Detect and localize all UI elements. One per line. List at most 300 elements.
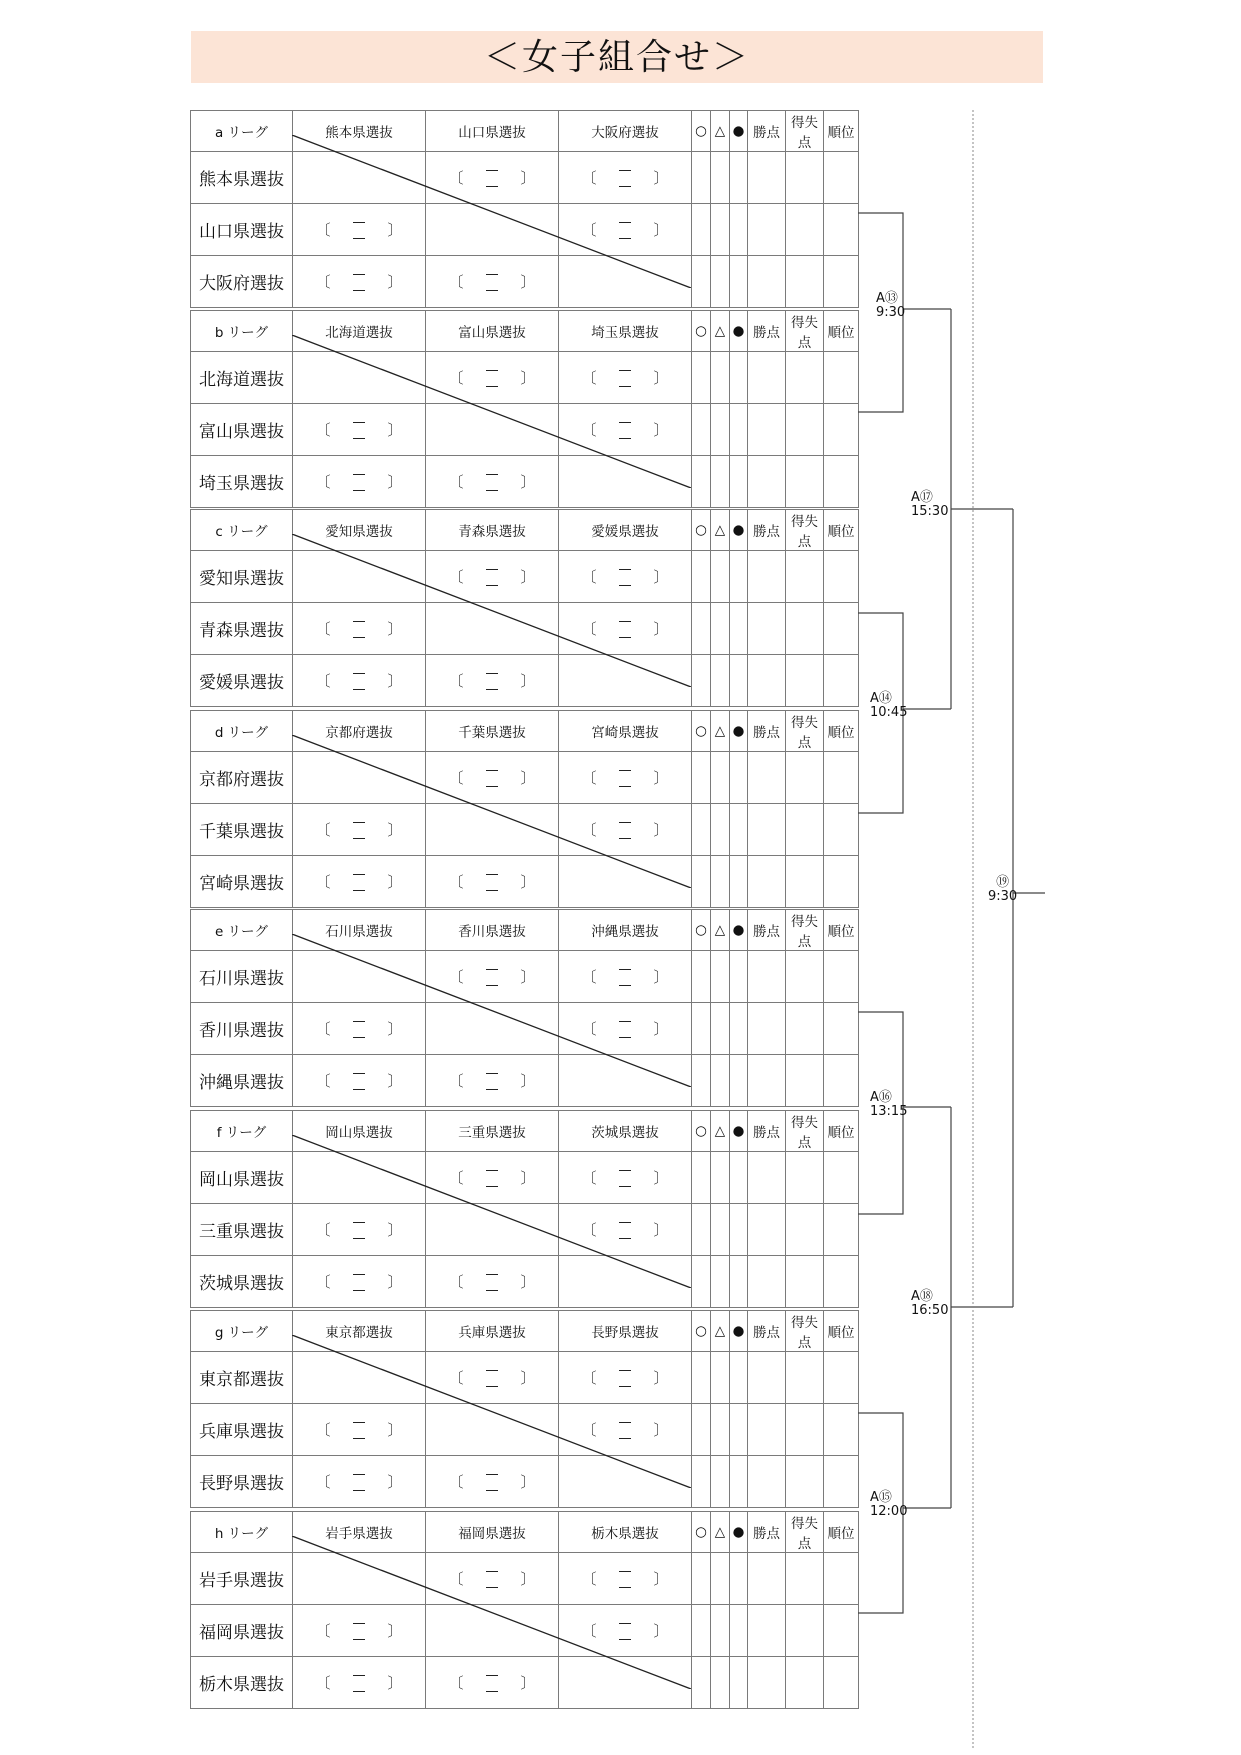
loss-header: ● [730, 1512, 748, 1553]
score-bracket-open: 〔 [448, 273, 464, 291]
score-bracket-open: 〔 [581, 821, 597, 839]
opponent-header: 富山県選抜 [426, 311, 559, 352]
score-bracket-close: 〕 [653, 221, 669, 239]
stat-cell [748, 1352, 786, 1404]
league-label: d リーグ [191, 711, 293, 752]
draw-header: △ [711, 1311, 730, 1352]
stat-cell [786, 1256, 824, 1308]
stat-cell [711, 603, 730, 655]
stat-cell [748, 1055, 786, 1107]
opponent-header: 埼玉県選抜 [559, 311, 692, 352]
stat-cell [824, 1152, 859, 1204]
rank-header: 順位 [824, 1111, 859, 1152]
score-bracket-close: 〕 [387, 1072, 403, 1090]
stat-cell [711, 204, 730, 256]
score-bracket-open: 〔 [448, 1674, 464, 1692]
stat-cell [730, 551, 748, 603]
stat-cell [748, 1657, 786, 1709]
team-name: 兵庫県選抜 [191, 1404, 293, 1456]
score-bracket-close: 〕 [387, 273, 403, 291]
stat-cell [692, 1352, 711, 1404]
win-header: ○ [692, 311, 711, 352]
rank-header: 順位 [824, 711, 859, 752]
stat-cell [748, 256, 786, 308]
stat-cell [824, 1352, 859, 1404]
stat-cell [692, 1003, 711, 1055]
opponent-header: 北海道選抜 [293, 311, 426, 352]
score-bracket-open: 〔 [315, 672, 331, 690]
score-bracket-open: 〔 [581, 1421, 597, 1439]
score-bracket-close: 〕 [653, 369, 669, 387]
stat-cell [730, 152, 748, 204]
stat-cell [711, 655, 730, 707]
stat-cell [730, 1605, 748, 1657]
league-label: b リーグ [191, 311, 293, 352]
score-bracket-open: 〔 [315, 221, 331, 239]
stat-cell [824, 1553, 859, 1605]
stat-cell [692, 1456, 711, 1508]
points-header: 勝点 [748, 510, 786, 551]
stat-cell [824, 456, 859, 508]
goal-diff-header: 得失点 [786, 1111, 824, 1152]
win-header: ○ [692, 1311, 711, 1352]
stat-cell [786, 1204, 824, 1256]
score-bracket-open: 〔 [448, 1072, 464, 1090]
stat-cell [824, 603, 859, 655]
stat-cell [748, 1456, 786, 1508]
score-bracket-open: 〔 [581, 568, 597, 586]
stat-cell [692, 1404, 711, 1456]
stat-cell [786, 1055, 824, 1107]
score-bracket-close: 〕 [520, 1072, 536, 1090]
score-bracket-close: 〕 [520, 968, 536, 986]
score-bracket-open: 〔 [448, 1570, 464, 1588]
stat-cell [748, 1256, 786, 1308]
score-bracket-open: 〔 [448, 473, 464, 491]
stat-cell [824, 804, 859, 856]
stat-cell [824, 204, 859, 256]
goal-diff-header: 得失点 [786, 1311, 824, 1352]
stat-cell [786, 404, 824, 456]
score-bracket-open: 〔 [315, 1622, 331, 1640]
score-bracket-close: 〕 [520, 568, 536, 586]
score-bracket-close: 〕 [653, 568, 669, 586]
opponent-header: 愛知県選抜 [293, 510, 426, 551]
stat-cell [748, 456, 786, 508]
score-bracket-open: 〔 [315, 1221, 331, 1239]
score-bracket-open: 〔 [315, 620, 331, 638]
league-label: g リーグ [191, 1311, 293, 1352]
stat-cell [786, 204, 824, 256]
team-name: 茨城県選抜 [191, 1256, 293, 1308]
score-bracket-open: 〔 [581, 1570, 597, 1588]
team-name: 愛媛県選抜 [191, 655, 293, 707]
score-bracket-open: 〔 [448, 1273, 464, 1291]
score-bracket-close: 〕 [387, 821, 403, 839]
score-bracket-close: 〕 [520, 1369, 536, 1387]
stat-cell [824, 1055, 859, 1107]
stat-cell [711, 856, 730, 908]
stat-cell [711, 152, 730, 204]
page-title: ＜女子組合せ＞ [191, 31, 1043, 83]
stat-cell [692, 456, 711, 508]
score-bracket-close: 〕 [653, 1169, 669, 1187]
opponent-header: 熊本県選抜 [293, 111, 426, 152]
stat-cell [748, 856, 786, 908]
stat-cell [824, 951, 859, 1003]
stat-cell [711, 804, 730, 856]
opponent-header: 宮崎県選抜 [559, 711, 692, 752]
points-header: 勝点 [748, 910, 786, 951]
opponent-header: 三重県選抜 [426, 1111, 559, 1152]
score-bracket-close: 〕 [520, 1273, 536, 1291]
loss-header: ● [730, 111, 748, 152]
stat-cell [786, 152, 824, 204]
team-name: 三重県選抜 [191, 1204, 293, 1256]
score-bracket-close: 〕 [387, 221, 403, 239]
opponent-header: 大阪府選抜 [559, 111, 692, 152]
win-header: ○ [692, 1512, 711, 1553]
stat-cell [692, 804, 711, 856]
score-bracket-open: 〔 [581, 1369, 597, 1387]
stat-cell [786, 804, 824, 856]
opponent-header: 長野県選抜 [559, 1311, 692, 1352]
stat-cell [692, 1055, 711, 1107]
stat-cell [711, 551, 730, 603]
stat-cell [748, 1404, 786, 1456]
stat-cell [730, 1204, 748, 1256]
stat-cell [748, 1605, 786, 1657]
stat-cell [748, 1152, 786, 1204]
loss-header: ● [730, 711, 748, 752]
opponent-header: 千葉県選抜 [426, 711, 559, 752]
opponent-header: 香川県選抜 [426, 910, 559, 951]
stat-cell [711, 1152, 730, 1204]
stat-cell [730, 1256, 748, 1308]
stat-cell [748, 752, 786, 804]
score-bracket-open: 〔 [315, 821, 331, 839]
rank-header: 順位 [824, 1512, 859, 1553]
score-bracket-close: 〕 [387, 473, 403, 491]
score-bracket-open: 〔 [448, 169, 464, 187]
diagonal-line [292, 934, 691, 1087]
score-bracket-close: 〕 [653, 1570, 669, 1588]
draw-header: △ [711, 510, 730, 551]
stat-cell [730, 1152, 748, 1204]
match-a17-label: A⑰ 15:30 [911, 490, 949, 519]
team-name: 岡山県選抜 [191, 1152, 293, 1204]
score-bracket-open: 〔 [448, 672, 464, 690]
match-a14-label: A⑭ 10:45 [870, 691, 908, 720]
loss-header: ● [730, 510, 748, 551]
stat-cell [748, 404, 786, 456]
team-name: 愛知県選抜 [191, 551, 293, 603]
stat-cell [730, 1003, 748, 1055]
stat-cell [786, 1404, 824, 1456]
stat-cell [824, 256, 859, 308]
score-bracket-open: 〔 [581, 169, 597, 187]
opponent-header: 沖縄県選抜 [559, 910, 692, 951]
stat-cell [730, 1553, 748, 1605]
score-bracket-close: 〕 [387, 620, 403, 638]
stat-cell [711, 1657, 730, 1709]
stat-cell [730, 951, 748, 1003]
points-header: 勝点 [748, 111, 786, 152]
stat-cell [692, 655, 711, 707]
match-a15-label: A⑮ 12:00 [870, 1490, 908, 1519]
diagonal-line [292, 1536, 691, 1689]
league-label: e リーグ [191, 910, 293, 951]
score-bracket-close: 〕 [387, 873, 403, 891]
score-bracket-close: 〕 [520, 169, 536, 187]
stat-cell [730, 352, 748, 404]
stat-cell [711, 256, 730, 308]
match-a13-label: A⑬ 9:30 [876, 291, 906, 320]
stat-cell [748, 1003, 786, 1055]
score-bracket-close: 〕 [653, 1622, 669, 1640]
stat-cell [711, 951, 730, 1003]
score-bracket-close: 〕 [520, 273, 536, 291]
stat-cell [786, 1605, 824, 1657]
score-bracket-open: 〔 [315, 1473, 331, 1491]
team-name: 青森県選抜 [191, 603, 293, 655]
stat-cell [730, 1657, 748, 1709]
league-label: c リーグ [191, 510, 293, 551]
stat-cell [824, 856, 859, 908]
score-bracket-open: 〔 [581, 369, 597, 387]
stat-cell [692, 551, 711, 603]
diagonal-line [292, 735, 691, 888]
score-bracket-close: 〕 [653, 169, 669, 187]
draw-header: △ [711, 711, 730, 752]
stat-cell [692, 152, 711, 204]
win-header: ○ [692, 510, 711, 551]
score-bracket-open: 〔 [581, 1622, 597, 1640]
stat-cell [711, 1003, 730, 1055]
score-bracket-open: 〔 [581, 1221, 597, 1239]
score-bracket-close: 〕 [653, 968, 669, 986]
score-bracket-open: 〔 [581, 1169, 597, 1187]
loss-header: ● [730, 910, 748, 951]
diagonal-line [292, 534, 691, 687]
opponent-header: 茨城県選抜 [559, 1111, 692, 1152]
stat-cell [730, 1404, 748, 1456]
opponent-header: 福岡県選抜 [426, 1512, 559, 1553]
score-bracket-open: 〔 [315, 873, 331, 891]
stat-cell [692, 752, 711, 804]
stat-cell [786, 752, 824, 804]
stat-cell [786, 1352, 824, 1404]
team-name: 北海道選抜 [191, 352, 293, 404]
score-bracket-open: 〔 [315, 473, 331, 491]
score-bracket-close: 〕 [520, 369, 536, 387]
score-bracket-close: 〕 [520, 873, 536, 891]
stat-cell [711, 1352, 730, 1404]
diagonal-line [292, 1135, 691, 1288]
score-bracket-open: 〔 [315, 1273, 331, 1291]
opponent-header: 愛媛県選抜 [559, 510, 692, 551]
score-bracket-close: 〕 [520, 473, 536, 491]
stat-cell [786, 1657, 824, 1709]
stat-cell [748, 152, 786, 204]
score-bracket-close: 〕 [387, 1020, 403, 1038]
stat-cell [748, 551, 786, 603]
stat-cell [711, 1204, 730, 1256]
stat-cell [730, 256, 748, 308]
stat-cell [711, 1055, 730, 1107]
stat-cell [711, 1605, 730, 1657]
team-name: 東京都選抜 [191, 1352, 293, 1404]
stat-cell [692, 1605, 711, 1657]
stat-cell [711, 352, 730, 404]
stat-cell [824, 1456, 859, 1508]
stat-cell [786, 1553, 824, 1605]
stat-cell [748, 352, 786, 404]
stat-cell [824, 1404, 859, 1456]
team-name: 福岡県選抜 [191, 1605, 293, 1657]
points-header: 勝点 [748, 1311, 786, 1352]
win-header: ○ [692, 1111, 711, 1152]
score-bracket-open: 〔 [448, 769, 464, 787]
draw-header: △ [711, 910, 730, 951]
score-bracket-close: 〕 [653, 620, 669, 638]
win-header: ○ [692, 910, 711, 951]
team-name: 石川県選抜 [191, 951, 293, 1003]
opponent-header: 岩手県選抜 [293, 1512, 426, 1553]
goal-diff-header: 得失点 [786, 910, 824, 951]
score-bracket-open: 〔 [315, 1072, 331, 1090]
opponent-header: 東京都選抜 [293, 1311, 426, 1352]
points-header: 勝点 [748, 711, 786, 752]
stat-cell [692, 1657, 711, 1709]
team-name: 熊本県選抜 [191, 152, 293, 204]
stat-cell [786, 603, 824, 655]
score-bracket-open: 〔 [448, 968, 464, 986]
team-name: 宮崎県選抜 [191, 856, 293, 908]
score-bracket-close: 〕 [520, 672, 536, 690]
stat-cell [824, 404, 859, 456]
opponent-header: 岡山県選抜 [293, 1111, 426, 1152]
score-bracket-open: 〔 [315, 273, 331, 291]
stat-cell [824, 1003, 859, 1055]
score-bracket-open: 〔 [581, 620, 597, 638]
stat-cell [711, 404, 730, 456]
score-bracket-close: 〕 [387, 1221, 403, 1239]
score-bracket-close: 〕 [387, 421, 403, 439]
stat-cell [692, 1204, 711, 1256]
stat-cell [824, 1256, 859, 1308]
stat-cell [730, 655, 748, 707]
loss-header: ● [730, 1311, 748, 1352]
score-bracket-close: 〕 [653, 821, 669, 839]
stat-cell [786, 1003, 824, 1055]
stat-cell [786, 655, 824, 707]
stat-cell [692, 404, 711, 456]
stat-cell [748, 1553, 786, 1605]
stat-cell [711, 456, 730, 508]
goal-diff-header: 得失点 [786, 510, 824, 551]
goal-diff-header: 得失点 [786, 711, 824, 752]
opponent-header: 兵庫県選抜 [426, 1311, 559, 1352]
match-a16-label: A⑯ 13:15 [870, 1090, 908, 1119]
team-name: 富山県選抜 [191, 404, 293, 456]
league-label: f リーグ [191, 1111, 293, 1152]
stat-cell [692, 951, 711, 1003]
team-name: 岩手県選抜 [191, 1553, 293, 1605]
stat-cell [748, 1204, 786, 1256]
stat-cell [711, 1256, 730, 1308]
score-bracket-open: 〔 [448, 568, 464, 586]
opponent-header: 青森県選抜 [426, 510, 559, 551]
points-header: 勝点 [748, 1512, 786, 1553]
stat-cell [730, 404, 748, 456]
score-bracket-open: 〔 [448, 1169, 464, 1187]
score-bracket-open: 〔 [448, 1473, 464, 1491]
stat-cell [711, 1404, 730, 1456]
stat-cell [786, 256, 824, 308]
stat-cell [824, 1204, 859, 1256]
score-bracket-close: 〕 [387, 672, 403, 690]
score-bracket-close: 〕 [520, 1674, 536, 1692]
stat-cell [786, 551, 824, 603]
stat-cell [748, 804, 786, 856]
stat-cell [692, 204, 711, 256]
opponent-header: 石川県選抜 [293, 910, 426, 951]
score-bracket-open: 〔 [581, 1020, 597, 1038]
loss-header: ● [730, 311, 748, 352]
stat-cell [730, 204, 748, 256]
rank-header: 順位 [824, 510, 859, 551]
match-a18-label: A⑱ 16:50 [911, 1289, 949, 1318]
team-name: 山口県選抜 [191, 204, 293, 256]
score-bracket-close: 〕 [653, 1020, 669, 1038]
stat-cell [786, 1456, 824, 1508]
points-header: 勝点 [748, 311, 786, 352]
stat-cell [748, 603, 786, 655]
score-bracket-close: 〕 [387, 1674, 403, 1692]
score-bracket-close: 〕 [520, 1169, 536, 1187]
stat-cell [730, 1055, 748, 1107]
match-19-label: ⑲ 9:30 [988, 875, 1018, 904]
diagonal-line [292, 335, 691, 488]
score-bracket-close: 〕 [520, 769, 536, 787]
stat-cell [824, 1657, 859, 1709]
stat-cell [824, 551, 859, 603]
score-bracket-close: 〕 [387, 1273, 403, 1291]
rank-header: 順位 [824, 1311, 859, 1352]
league-label: h リーグ [191, 1512, 293, 1553]
stat-cell [692, 352, 711, 404]
stat-cell [692, 1553, 711, 1605]
team-name: 香川県選抜 [191, 1003, 293, 1055]
diagonal-line [292, 135, 691, 288]
stat-cell [786, 456, 824, 508]
stat-cell [692, 1152, 711, 1204]
team-name: 大阪府選抜 [191, 256, 293, 308]
stat-cell [730, 1352, 748, 1404]
team-name: 千葉県選抜 [191, 804, 293, 856]
score-bracket-open: 〔 [315, 421, 331, 439]
score-bracket-open: 〔 [581, 769, 597, 787]
team-name: 京都府選抜 [191, 752, 293, 804]
stat-cell [748, 951, 786, 1003]
score-bracket-open: 〔 [581, 221, 597, 239]
league-label: a リーグ [191, 111, 293, 152]
score-bracket-close: 〕 [387, 1421, 403, 1439]
score-bracket-open: 〔 [581, 421, 597, 439]
score-bracket-open: 〔 [315, 1674, 331, 1692]
score-bracket-open: 〔 [448, 369, 464, 387]
